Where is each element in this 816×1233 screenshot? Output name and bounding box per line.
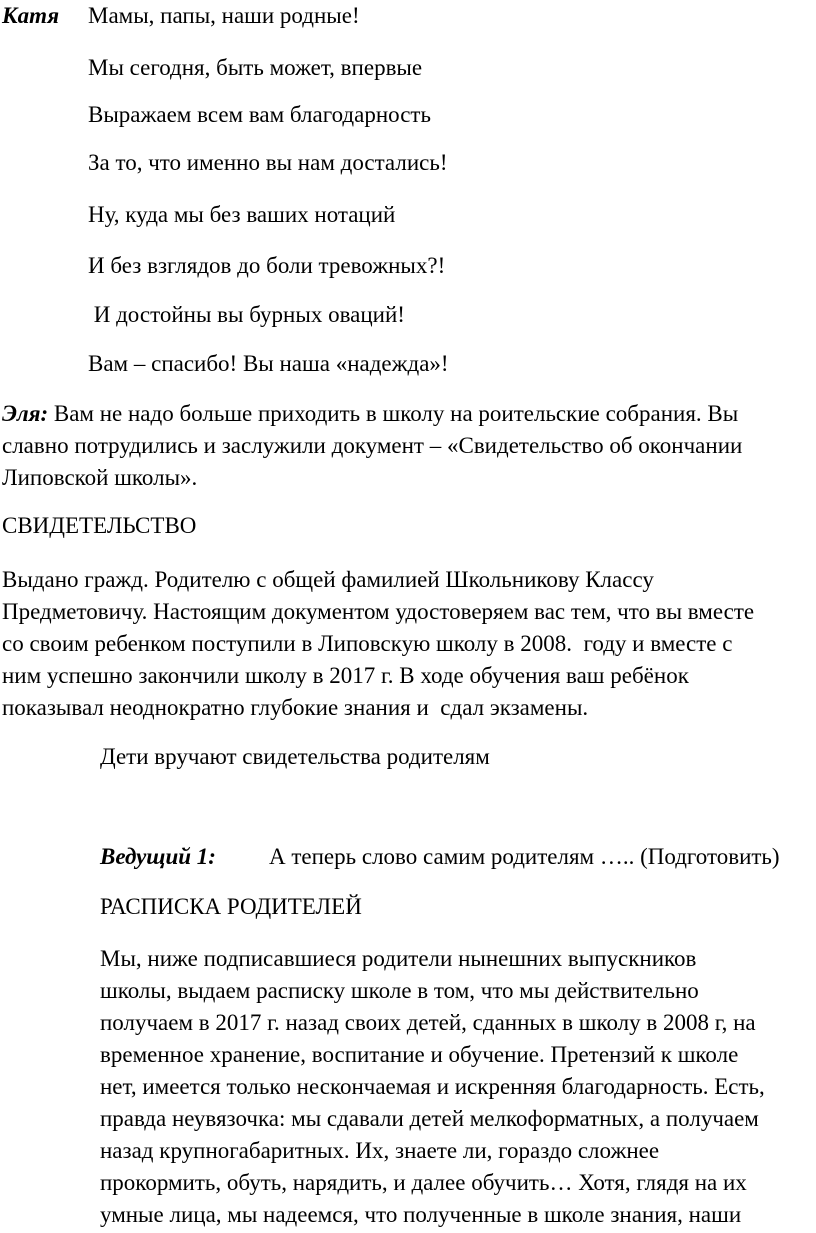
certificate-line: Выдано гражд. Родителю с общей фамилией Школьникову Классу [2, 567, 654, 592]
receipt-line: умные лица, мы надеемся, что полученные в школе знания, наши [100, 1202, 742, 1227]
stage-direction: Дети вручают свидетельства родителям [100, 744, 490, 769]
certificate-title: СВИДЕТЕЛЬСТВО [2, 513, 197, 538]
receipt-line: получаем в 2017 г. назад своих детей, сданных в школу в 2008 г, на [100, 1010, 756, 1035]
poem-line: Ну, куда мы без ваших нотаций [88, 202, 396, 227]
certificate-line: со своим ребенком поступили в Липовскую школу в 2008. году и вместе с [2, 631, 733, 656]
receipt-line: прокормить, обуть, нарядить, и далее обучить… Хотя, глядя на их [100, 1170, 747, 1195]
elya-line: Липовской школы». [2, 465, 198, 490]
receipt-line: назад крупногабаритных. Их, знаете ли, гораздо сложнее [100, 1138, 660, 1163]
speaker-host: Ведущий 1: [100, 844, 216, 869]
poem-line: Выражаем всем вам благодарность [88, 102, 431, 127]
poem-line: И без взглядов до боли тревожных?! [88, 253, 446, 278]
receipt-line: временное хранение, воспитание и обучение. Претензий к школе [100, 1042, 739, 1067]
poem-line: И достойны вы бурных оваций! [88, 302, 405, 327]
host-line: А теперь слово самим родителям ….. (Подготовить) [269, 844, 780, 869]
receipt-line: нет, имеется только нескончаемая и искренняя благодарность. Есть, [100, 1074, 765, 1099]
elya-line: славно потрудились и заслужили документ – «Свидетельство об окончании [2, 433, 743, 458]
poem-line: Мы сегодня, быть может, впервые [88, 55, 423, 80]
poem-line: За то, что именно вы нам достались! [88, 150, 448, 175]
certificate-line: ним успешно закончили школу в 2017 г. В ходе обучения ваш ребёнок [2, 663, 689, 688]
speaker-katya: Катя [2, 3, 60, 28]
elya-line: Эля: Вам не надо больше приходить в школу на роительские собрания. Вы [2, 401, 739, 426]
certificate-line: Предметовичу. Настоящим документом удостоверяем вас тем, что вы вместе [2, 599, 755, 624]
poem-line: Мамы, папы, наши родные! [88, 3, 360, 28]
receipt-title: РАСПИСКА РОДИТЕЛЕЙ [100, 894, 362, 919]
poem-line: Вам – спасибо! Вы наша «надежда»! [88, 351, 449, 376]
certificate-line: показывал неоднократно глубокие знания и сдал экзамены. [2, 695, 589, 720]
receipt-line: правда неувязочка: мы сдавали детей мелкоформатных, а получаем [100, 1106, 759, 1131]
speaker-elya: Эля: [2, 401, 49, 426]
receipt-line: школы, выдаем расписку школе в том, что мы действительно [100, 978, 699, 1003]
receipt-line: Мы, ниже подписавшиеся родители нынешних выпускников [100, 946, 697, 971]
